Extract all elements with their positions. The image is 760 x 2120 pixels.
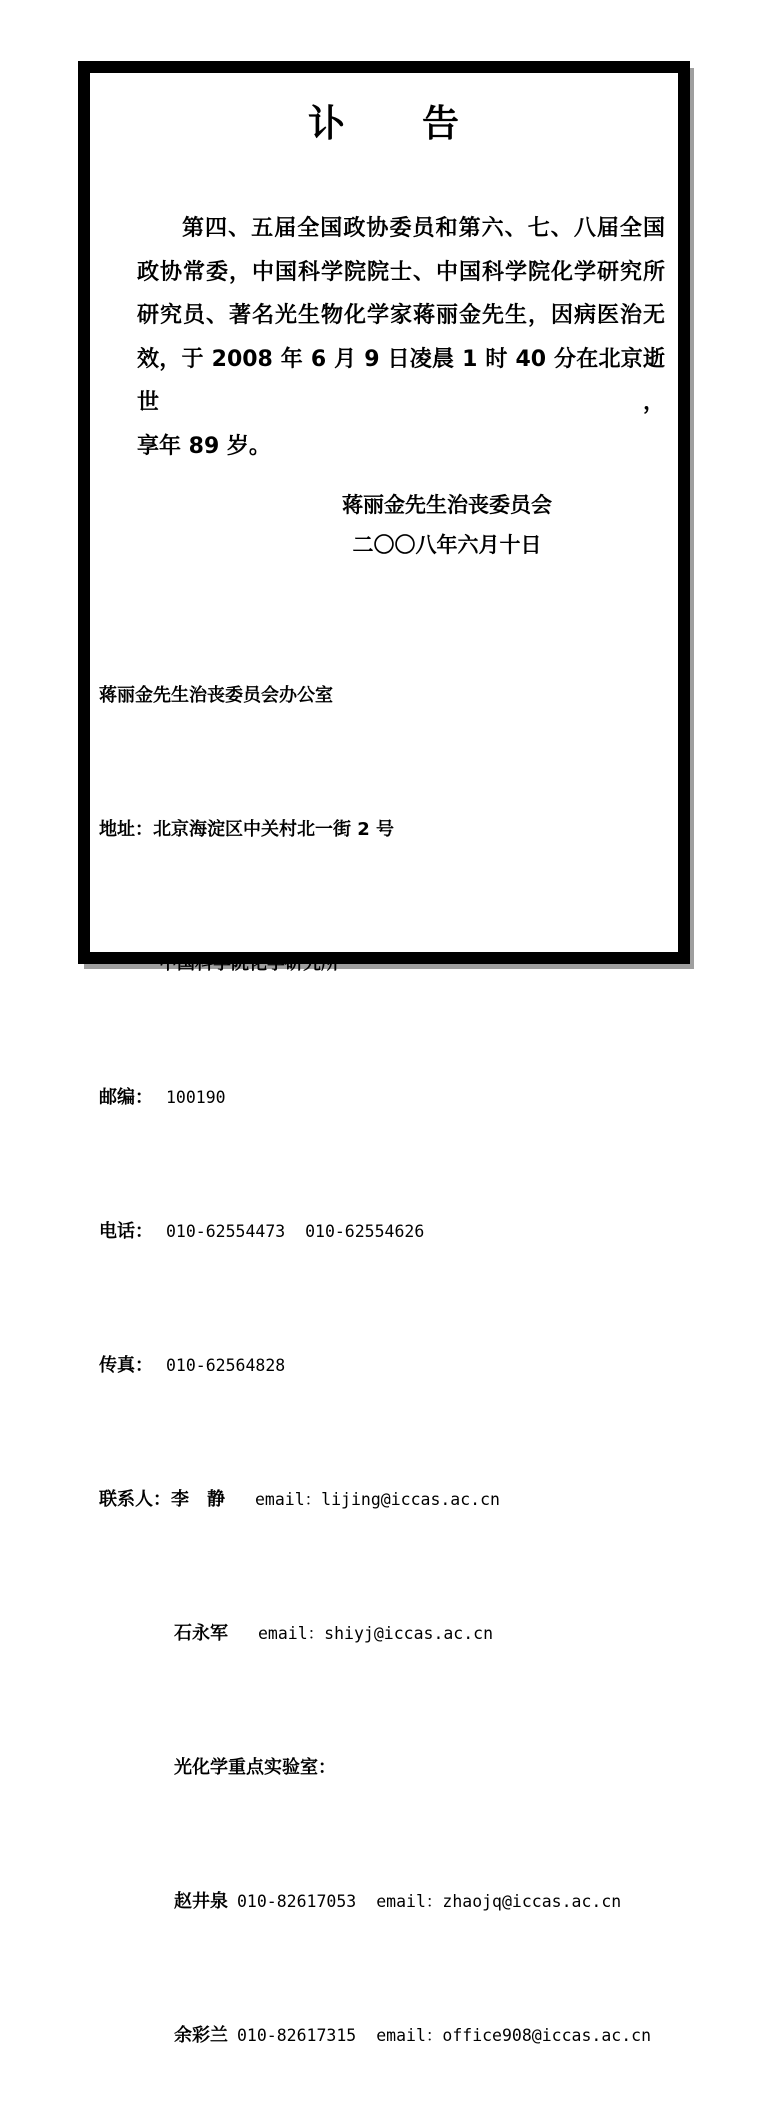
contact-person-row-1 bbox=[90, 1483, 678, 1517]
signature-block bbox=[307, 485, 587, 565]
zip-value: 100190 bbox=[166, 1088, 226, 1107]
address-value-2: 中国科学院化学研究所 bbox=[159, 953, 339, 974]
contact-phone: 010-82617053 bbox=[237, 1892, 357, 1911]
contact-name: 李 静 bbox=[171, 1489, 225, 1510]
lab-heading: 光化学重点实验室： bbox=[174, 1757, 336, 1778]
contact-name: 赵井泉 bbox=[174, 1891, 228, 1912]
body-line: 享年 89 岁。 bbox=[137, 433, 271, 459]
contact-address-row2 bbox=[90, 947, 678, 981]
phone-label: 电话： bbox=[99, 1221, 153, 1242]
notice-body bbox=[137, 207, 665, 468]
address-label: 地址： bbox=[99, 819, 153, 840]
contact-fax-row bbox=[90, 1349, 678, 1383]
contact-block bbox=[90, 612, 678, 2120]
lab-contact-row-1 bbox=[90, 1885, 678, 1919]
contact-email: email：office908@iccas.ac.cn bbox=[376, 2026, 651, 2045]
body-line: 政协常委，中国科学院院士、中国科学院化学研究所 bbox=[137, 259, 665, 285]
notice-frame bbox=[78, 61, 690, 2046]
contacts-label: 联系人： bbox=[99, 1489, 171, 1510]
contact-phone: 010-82617315 bbox=[237, 2026, 357, 2045]
signature-committee: 蒋丽金先生治丧委员会 bbox=[342, 493, 552, 517]
contact-office: 蒋丽金先生治丧委员会办公室 bbox=[99, 685, 333, 706]
zip-label: 邮编： bbox=[99, 1087, 153, 1108]
notice-title: 讣 告 bbox=[308, 102, 460, 145]
fax-value: 010-62564828 bbox=[166, 1356, 286, 1375]
contact-email: email：lijing@iccas.ac.cn bbox=[255, 1490, 500, 1509]
body-line: 效，于 2008 年 6 月 9 日凌晨 1 时 40 分在北京逝世， bbox=[137, 346, 665, 415]
body-line: 研究员、著名光生物化学家蒋丽金先生，因病医治无 bbox=[137, 303, 665, 328]
contact-zip-row bbox=[90, 1081, 678, 1115]
lab-contact-row-2 bbox=[90, 2019, 678, 2053]
address-value: 北京海淀区中关村北一街 2 号 bbox=[153, 819, 395, 840]
contact-name: 石永军 bbox=[174, 1623, 228, 1644]
contact-person-row-2 bbox=[90, 1617, 678, 1651]
contact-email: email：zhaojq@iccas.ac.cn bbox=[376, 1892, 622, 1911]
fax-label: 传真： bbox=[99, 1355, 153, 1376]
contact-address-row bbox=[90, 813, 678, 847]
contact-email: email：shiyj@iccas.ac.cn bbox=[258, 1624, 494, 1643]
signature-date: 二〇〇八年六月十日 bbox=[352, 533, 542, 557]
phone-value: 010-62554473 010-62554626 bbox=[166, 1222, 425, 1241]
contact-name: 余彩兰 bbox=[174, 2025, 228, 2046]
contact-phone-row bbox=[90, 1215, 678, 1249]
body-line: 第四、五届全国政协委员和第六、七、八届全国 bbox=[182, 216, 665, 241]
